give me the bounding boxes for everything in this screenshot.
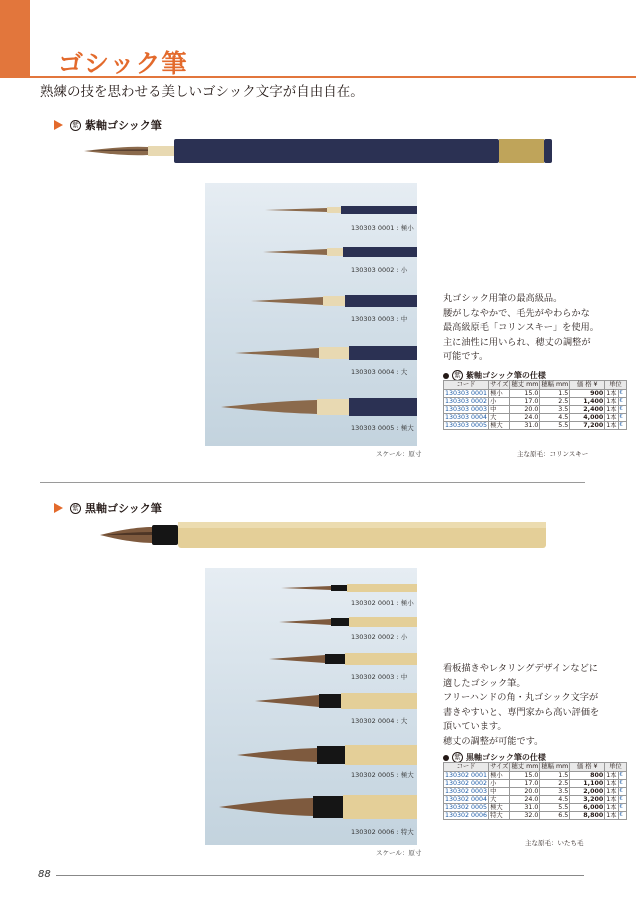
brush-size-6 [219,794,417,820]
table-header-row: コード サイズ 穂丈 mm 穂幅 mm 価 格 ¥ 単位 [444,381,627,390]
bullet-icon [443,373,449,379]
circle-mark-icon: 紫 [70,120,81,131]
brush-handle [174,139,499,163]
brush-code-label: 130303 0003 : 中 [351,315,408,323]
page-subtitle: 熟練の技を思わせる美しいゴシック文字が自由自在。 [40,84,364,100]
section1-title: 紫軸ゴシック筆 [85,119,162,132]
section2-spec-title: 紫 黒軸ゴシック筆の仕様 [443,752,546,763]
circle-mark-icon: 紫 [452,752,463,763]
brush-code-label: 130303 0005 : 極大 [351,424,414,432]
section1-spec-title: 紫 紫軸ゴシック筆の仕様 [443,370,546,381]
cart-icon[interactable]: € [618,772,626,780]
circle-mark-icon: 紫 [452,370,463,381]
footer-rule [56,875,584,876]
table-row: 130302 0005 極大 31.0 5.5 6,000 1本 € [444,804,627,812]
material-note: 主な原毛：コリンスキー [517,450,589,458]
cart-icon[interactable]: € [618,390,626,398]
section2-description: 看板描きやレタリングデザインなどに 適したゴシック筆。 フリーハンドの角・丸ゴシック文字が 書きやすいと、専門家から高い評価を 頂いています。 穂丈の調整が可能です。 [443,663,600,747]
table-row: 130303 0001 極小 15.0 1.5 900 1本 € [444,390,627,398]
scale-note: スケール：原寸 [376,450,422,458]
section1-heading [54,117,162,133]
brush-size-1 [265,205,417,215]
section2-spec-table [443,762,627,820]
table-row: 130303 0002 小 17.0 2.5 1,400 1本 € [444,398,627,406]
purple-brush-hero [84,136,564,166]
cart-icon[interactable]: € [618,788,626,796]
cart-icon[interactable]: € [618,780,626,788]
material-note: 主な原毛：いたち毛 [525,839,584,847]
table-row: 130302 0002 小 17.0 2.5 1,100 1本 € [444,780,627,788]
brush-size-2 [279,616,417,628]
section1-description: 丸ゴシック用筆の最高級品。 腰がしなやかで、毛先がやわらかな 最高級原毛「コリンスキー」を使用。 主に油性に用いられ、穂丈の調整が 可能です。 [443,293,599,362]
section-divider [40,482,585,483]
section1-spec-table [443,380,627,430]
black-brush-hero [100,518,550,552]
cart-icon[interactable]: € [618,796,626,804]
cart-icon[interactable]: € [618,398,626,406]
brush-size-5 [237,744,417,766]
brush-code-label: 130302 0002 : 小 [351,633,408,641]
cart-icon[interactable]: € [618,804,626,812]
cart-icon[interactable]: € [618,812,626,820]
brush-size-4 [235,345,417,361]
section1-brush-photo [205,183,417,446]
header-accent-tab [0,0,30,78]
section2-brush-photo [205,568,417,845]
brush-size-4 [255,692,417,710]
section2-title: 黒軸ゴシック筆 [85,502,162,515]
cart-icon[interactable]: € [618,414,626,422]
triangle-bullet-icon [54,120,63,130]
brush-label-band [499,139,544,163]
brush-size-3 [251,294,417,308]
table-row: 130303 0005 極大 31.0 5.5 7,200 1本 € [444,422,627,430]
page-number: 88 [38,869,51,880]
circle-mark-icon: 紫 [70,503,81,514]
brush-code-label: 130302 0003 : 中 [351,673,408,681]
scale-note: スケール：原寸 [376,849,422,857]
table-row: 130302 0003 中 20.0 3.5 2,000 1本 € [444,788,627,796]
bullet-icon [443,755,449,761]
cart-icon[interactable]: € [618,422,626,430]
table-row: 130302 0006 特大 32.0 6.5 8,800 1本 € [444,812,627,820]
brush-code-label: 130303 0004 : 大 [351,368,408,376]
table-row: 130303 0004 大 24.0 4.5 4,000 1本 € [444,414,627,422]
table-header-row: コード サイズ 穂丈 mm 穂幅 mm 価 格 ¥ 単位 [444,763,627,772]
brush-code-label: 130302 0001 : 極小 [351,599,414,607]
table-row: 130302 0001 極小 15.0 1.5 800 1本 € [444,772,627,780]
brush-code-label: 130303 0002 : 小 [351,266,408,274]
brush-size-1 [281,583,417,593]
brush-size-5 [221,397,417,417]
brush-code-label: 130302 0006 : 特大 [351,828,414,836]
brush-ferrule [148,146,174,156]
brush-size-2 [263,246,417,258]
brush-code-label: 130302 0004 : 大 [351,717,408,725]
table-row: 130302 0004 大 24.0 4.5 3,200 1本 € [444,796,627,804]
brush-code-label: 130303 0001 : 極小 [351,224,414,232]
triangle-bullet-icon [54,503,63,513]
brush-code-label: 130302 0005 : 極大 [351,771,414,779]
section2-heading [54,500,162,516]
brush-size-3 [269,652,417,666]
cart-icon[interactable]: € [618,406,626,414]
table-row: 130303 0003 中 20.0 3.5 2,400 1本 € [444,406,627,414]
brush-ferrule [152,525,178,545]
page-title: ゴシック筆 [58,49,188,78]
